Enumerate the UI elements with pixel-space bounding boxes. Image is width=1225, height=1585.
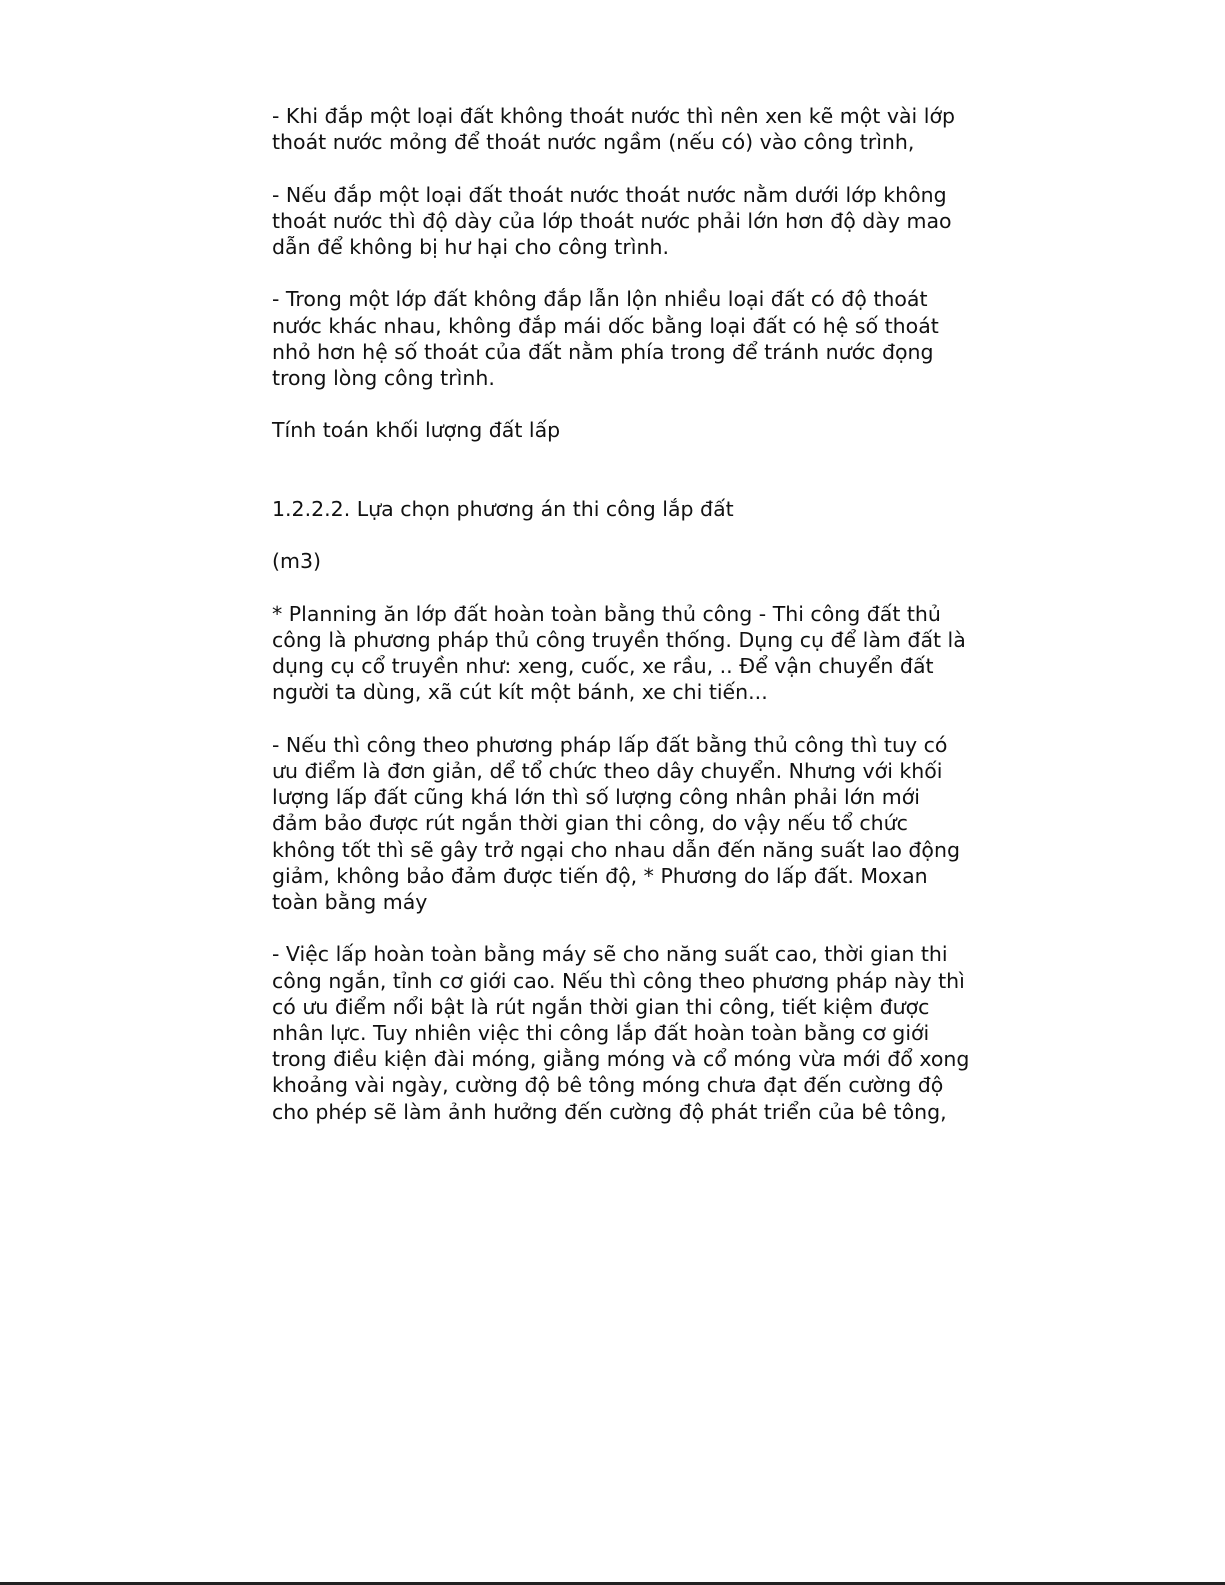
paragraph-machine-method: - Việc lấp hoàn toàn bằng máy sẽ cho năng suất cao, thời gian thi công ngắn, tỉnh cơ giới cao. Nếu thì công theo phương pháp này thì có ưu điểm nổi bật là rút ngắn thời gian thi công, tiết kiệm được nhân lực. Tuy nhiên việc thi công lắp đất hoàn toàn bằng cơ giới trong điều kiện đài móng, giằng móng và cổ móng vừa mới đổ xong khoảng vài ngày, cường độ bê tông móng chưa đạt đến cường độ cho phép sẽ làm ảnh hưởng đến cường độ phát triển của bê tông, — [272, 942, 970, 1124]
paragraph-drainage-thickness: - Nếu đắp một loại đất thoát nước thoát nước nằm dưới lớp không thoát nước thì độ dày của lớp thoát nước phải lớn hơn độ dày mao dẫn để không bị hư hại cho công trình. — [272, 182, 952, 259]
section-heading-volume: Tính toán khối lượng đất lấp — [272, 418, 561, 443]
paragraph-mixed-soils: - Trong một lớp đất không đắp lẫn lộn nhiều loại đất có độ thoát nước khác nhau, không đắp mái dốc bằng loại đất có hệ số thoát nhỏ hơn hệ số thoát của đất nằm phía trong để tránh nước đọng trong lòng công trình. — [272, 287, 939, 390]
paragraph-drainage-layers: - Khi đắp một loại đất không thoát nước thì nên xen kẽ một vài lớp thoát nước mỏng để thoát nước ngầm (nếu có) vào công trình, — [272, 104, 956, 155]
section-heading-method: 1.2.2.2. Lựa chọn phương án thi công lắp đất — [272, 496, 734, 521]
document-body — [272, 103, 992, 1151]
paragraph-manual-method: * Planning ăn lớp đất hoàn toàn bằng thủ công - Thi công đất thủ công là phương pháp thủ công truyền thống. Dụng cụ để làm đất là dụng cụ cổ truyền như: xeng, cuốc, xe rầu, .. Để vận chuyển đất người ta dùng, xã cút kít một bánh, xe chi tiến... — [272, 601, 966, 705]
paragraph-manual-evaluation: - Nếu thì công theo phương pháp lấp đất bằng thủ công thì tuy có ưu điểm là đơn giản, dể tổ chức theo dây chuyển. Nhưng với khối lượng lấp đất cũng khá lớn thì số lượng công nhân phải lớn mới đảm bảo được rút ngắn thời gian thi công, do vậy nếu tổ chức không tốt thì sẽ gây trở ngại cho nhau dẫn đến năng suất lao động giảm, không bảo đảm được tiến độ, * Phương do lấp đất. Moxan toàn bằng máy — [272, 732, 960, 914]
unit-label: (m3) — [272, 549, 322, 574]
